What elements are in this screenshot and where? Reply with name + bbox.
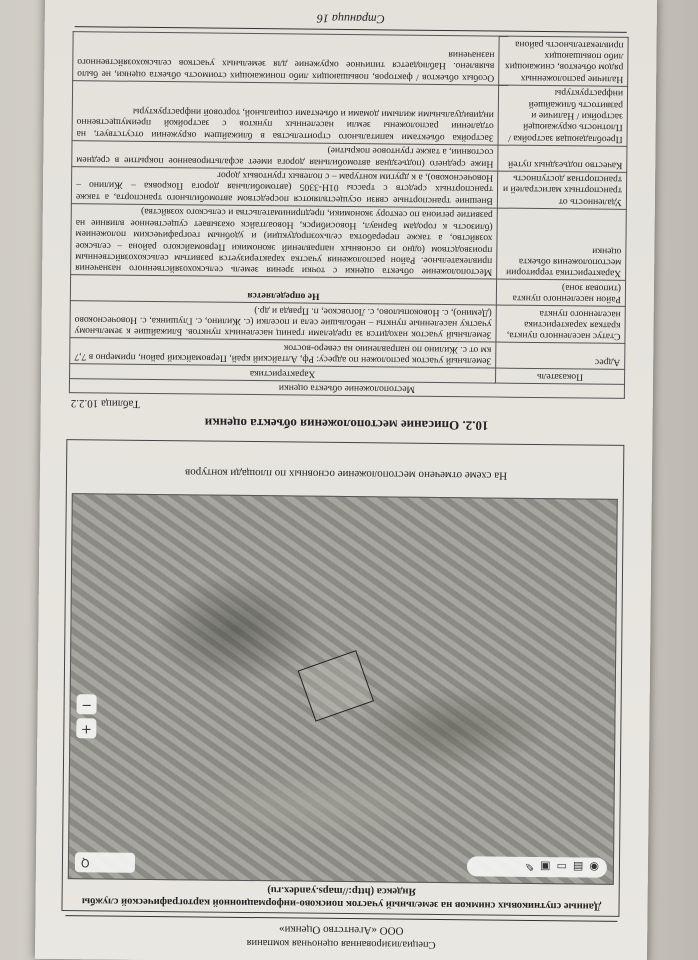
table-label: Таблица 10.2.2	[70, 397, 140, 410]
table-row	[71, 204, 627, 281]
document-page	[35, 0, 657, 960]
table-body	[70, 32, 628, 370]
row-value: Внешние транспортные связи осуществляются посредством автомобильного транспорта, а также транспортных средств с трассы 01Н-3305 (автомобильная дорога Покровка – Жилино – Новочесноково), а к другим контурам – с полевых грунтовых дорог	[71, 166, 497, 208]
layers-icon[interactable]: ▤	[572, 860, 584, 875]
row-value: Не определяется	[70, 275, 496, 305]
map-search-button[interactable]: Q	[75, 852, 135, 873]
row-value: Земельный участок находится за пределами границ населенных пунктов. Ближайшие к земельному участку населенные пункты – небольшие села и поселки (с. Жилино, с. Глушинка, с. Новочесноково (Демино), с. Новокопылово, с. Логовское, п. Правда и др.)	[70, 301, 496, 343]
row-param: Качество подъездных путей	[498, 145, 627, 172]
page-number: Страница 16	[316, 11, 385, 27]
row-param: Наличие расположенных рядом объектов, снижающих либо повышающих привлекательность района	[499, 36, 629, 86]
share-icon[interactable]: ✎	[524, 860, 535, 874]
map-toolbar[interactable]	[467, 856, 607, 877]
location-table	[69, 31, 629, 399]
header-param: Показатель	[496, 368, 625, 384]
ruler-icon[interactable]: ▭	[556, 860, 567, 874]
header-company-type: Специализированная оценочная компания	[246, 936, 436, 950]
row-value: Земельный участок расположен по адресу: Рф, Алтайский край, Первомайский район, примерно в 7,7 км от с. Жилино по направлению на северо-восток	[70, 338, 496, 368]
location-icon[interactable]: ◉	[589, 861, 600, 875]
map-caption: На схеме отмечено местоположение основных по площади контуров	[184, 466, 508, 482]
zoom-out-button[interactable]: −	[77, 694, 97, 714]
row-param: Адрес	[496, 342, 625, 369]
zoom-in-button[interactable]: +	[76, 718, 96, 738]
row-param: Характеристика территории местоположения объекта оценки	[497, 208, 627, 281]
table-title: Местоположение объекта оценки	[69, 378, 624, 398]
zoom-controls[interactable]	[76, 694, 96, 738]
table-row	[72, 80, 628, 146]
table-row	[71, 166, 626, 209]
row-value: Застройка объектами капитального строительства в ближайшем окружении отсутствует, на отдалении расположены земли населенных пунктов с застройкой преимущественно индивидуальными жилыми домами и объектами социальной, торговой инфраструктуры	[72, 80, 499, 144]
table-row	[70, 301, 625, 344]
row-value: Особых объектов / факторов, повышающих либо понижающих стоимость объекта оценки, не было выявлено. Наблюдается типичное окружение для земельных участков сельскохозяйственного назначения	[73, 32, 499, 85]
table-row	[73, 32, 628, 86]
satellite-map[interactable]	[68, 493, 618, 885]
header-value: Характеристика	[70, 364, 496, 383]
section-title: 10.2. Описание местоположения объекта оценки	[204, 415, 489, 434]
print-icon[interactable]: ▣	[540, 860, 551, 874]
header-company-name: ООО «Агентство Оценки»	[278, 923, 404, 937]
row-value: Ниже среднего (подъездная автомобильная дорога имеет асфальтированное покрытие в среднем состоянии, а также грунтовое покрытие)	[72, 140, 498, 170]
land-plot-outline	[298, 650, 374, 722]
row-param: Район населенного пункта (типовая зона)	[496, 279, 625, 306]
row-param: Статус населенного пункта, краткая характеристика населенного пункта	[496, 305, 625, 344]
row-param: Преобладающая застройка / Плотность окружающей застройки / Наличие и развитость ближайшей инфраструктуры	[498, 85, 628, 146]
row-value: Местоположение объекта оценки с точки зрения земель сельскохозяйственного назначения привлекательное. Район расположения участка характеризуется развитым сельскохозяйственным производством (одно из основных направлений экономики Первомайского района – сельское хозяйство, а также переработка сельхозпродукции) и удобным географическим положением (близость к городам Барнаул, Новосибирск, Новоалтайск оказывает существенное влияние на развитие региона по сектору экономики, предпринимательства и сельского хозяйства)	[71, 204, 498, 280]
row-param: Удаленность от транспортных магистралей и транспортная доступность	[497, 171, 626, 210]
map-title: Данные спутниковых снимков на земельный участок поисково-информационной картографической службы Яндекса (http://maps.yandex.ru)	[81, 884, 602, 912]
